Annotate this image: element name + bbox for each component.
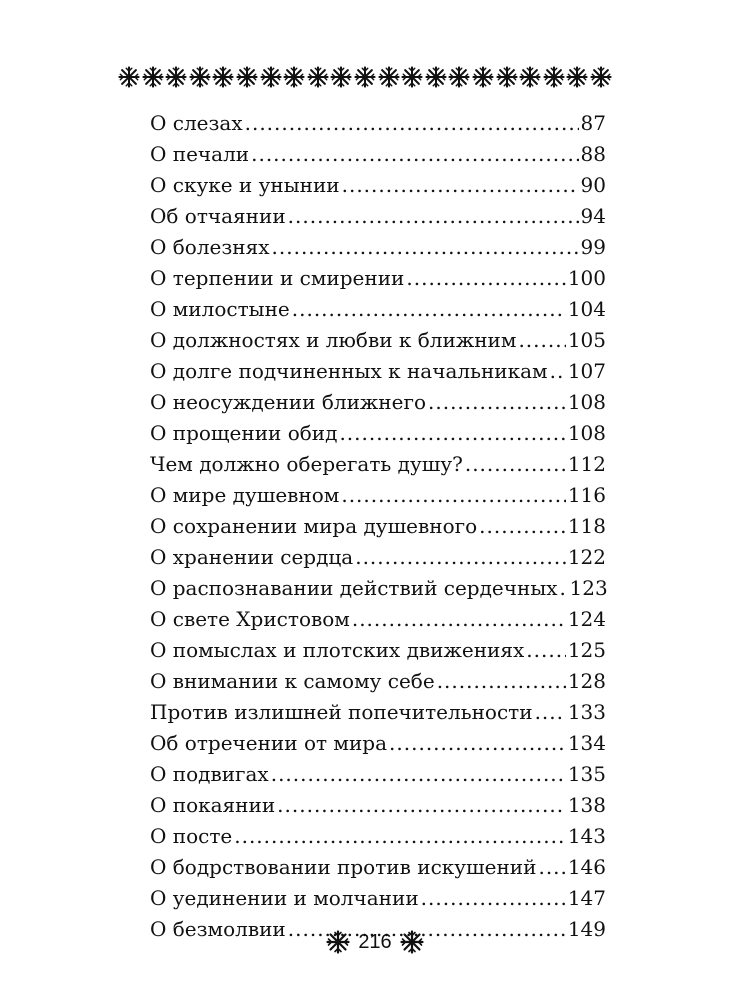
toc-entry-title: О неосуждении ближнего	[150, 390, 426, 414]
toc-leader-dots	[234, 821, 566, 852]
toc-leader-dots	[288, 201, 579, 232]
toc-entry-page: 104	[567, 297, 606, 321]
toc-entry	[150, 480, 606, 511]
toc-entry	[150, 170, 606, 201]
ornament-star-icon	[472, 66, 494, 88]
toc-entry-title: Об отчаянии	[150, 204, 286, 228]
ornament-star-icon	[260, 66, 282, 88]
toc-entry-title: О свете Христовом	[150, 607, 350, 631]
toc-entry-page: 116	[567, 483, 606, 507]
toc-entry-page: 135	[567, 762, 606, 786]
toc-entry-page: 149	[567, 917, 606, 941]
toc-entry-page: 90	[580, 173, 606, 197]
toc-entry-title: О бодрствовании против искушений	[150, 855, 537, 879]
toc-entry-page: 124	[567, 607, 606, 631]
ornament-star-icon	[401, 66, 423, 88]
toc-entry-page: 99	[580, 235, 606, 259]
toc-entry	[150, 821, 606, 852]
toc-leader-dots	[518, 325, 565, 356]
toc-leader-dots	[389, 728, 566, 759]
toc-entry	[150, 325, 606, 356]
toc-entry-page: 88	[580, 142, 606, 166]
toc-entry	[150, 449, 606, 480]
toc-entry	[150, 790, 606, 821]
toc-entry-title: О терпении и смирении	[150, 266, 405, 290]
toc-entry-page: 146	[567, 855, 606, 879]
toc-entry	[150, 232, 606, 263]
toc-leader-dots	[341, 480, 565, 511]
toc-entry-page: 122	[567, 545, 606, 569]
toc-entry-page: 128	[567, 669, 606, 693]
ornament-star-icon	[142, 66, 164, 88]
toc-entry	[150, 666, 606, 697]
toc-entry	[150, 697, 606, 728]
toc-entry	[150, 108, 606, 139]
toc-entry-title: О сохранении мира душевного	[150, 514, 478, 538]
toc-entry-page: 125	[567, 638, 606, 662]
toc-leader-dots	[526, 635, 566, 666]
ornament-star-icon	[189, 66, 211, 88]
toc-entry-page: 107	[567, 359, 606, 383]
ornament-star-icon	[118, 66, 140, 88]
toc-entry-title: Против излишней попечительности	[150, 700, 533, 724]
ornament-star-icon	[354, 66, 376, 88]
toc-leader-dots	[437, 666, 566, 697]
toc-entry-page: 134	[567, 731, 606, 755]
toc-entry-page: 108	[567, 390, 606, 414]
ornament-star-icon	[448, 66, 470, 88]
ornament-star-icon	[330, 66, 352, 88]
toc-entry-page: 100	[567, 266, 606, 290]
toc-entry	[150, 604, 606, 635]
toc-entry-page: 112	[567, 452, 606, 476]
toc-leader-dots	[352, 604, 566, 635]
ornament-star-icon	[519, 66, 541, 88]
table-of-contents	[150, 108, 606, 945]
toc-entry	[150, 635, 606, 666]
toc-entry-title: О милостыне	[150, 297, 290, 321]
toc-leader-dots	[271, 759, 566, 790]
toc-entry	[150, 263, 606, 294]
ornament-star-icon	[590, 66, 612, 88]
toc-entry	[150, 139, 606, 170]
toc-entry-page: 133	[567, 700, 606, 724]
toc-entry-title: О помыслах и плотских движениях	[150, 638, 525, 662]
toc-entry-title: О прощении обид	[150, 421, 338, 445]
toc-entry-title: О посте	[150, 824, 233, 848]
toc-leader-dots	[421, 883, 566, 914]
toc-leader-dots	[538, 852, 565, 883]
toc-leader-dots	[342, 170, 579, 201]
ornament-star-icon	[566, 66, 588, 88]
toc-entry-page: 118	[567, 514, 606, 538]
toc-leader-dots	[292, 294, 566, 325]
toc-leader-dots	[560, 573, 568, 604]
toc-entry	[150, 883, 606, 914]
toc-leader-dots	[245, 108, 579, 139]
toc-entry	[150, 852, 606, 883]
toc-entry-title: О мире душевном	[150, 483, 340, 507]
toc-leader-dots	[277, 790, 566, 821]
toc-leader-dots	[272, 232, 579, 263]
toc-entry-page: 143	[567, 824, 606, 848]
ornament-star-icon	[400, 930, 424, 954]
toc-entry-page: 87	[580, 111, 606, 135]
toc-entry-page: 108	[567, 421, 606, 445]
toc-entry-title: Об отречении от мира	[150, 731, 388, 755]
toc-entry-title: О покаянии	[150, 793, 276, 817]
page-footer	[0, 930, 750, 954]
toc-entry-page: 94	[580, 204, 606, 228]
toc-entry-title: О безмолвии	[150, 917, 286, 941]
toc-entry-title: О болезнях	[150, 235, 270, 259]
toc-entry-title: О подвигах	[150, 762, 269, 786]
toc-entry-title: О долге подчиненных к начальникам	[150, 359, 548, 383]
ornament-star-icon	[165, 66, 187, 88]
toc-entry-title: О уединении и молчании	[150, 886, 419, 910]
ornament-star-icon	[425, 66, 447, 88]
toc-entry	[150, 511, 606, 542]
ornament-star-icon	[326, 930, 350, 954]
toc-entry	[150, 759, 606, 790]
toc-entry	[150, 201, 606, 232]
toc-leader-dots	[339, 418, 565, 449]
toc-entry-page: 147	[567, 886, 606, 910]
toc-entry-title: О должностях и любви к ближним	[150, 328, 517, 352]
toc-entry	[150, 728, 606, 759]
toc-entry	[150, 387, 606, 418]
ornament-star-icon	[236, 66, 258, 88]
toc-entry-title: О скуке и унынии	[150, 173, 340, 197]
ornament-star-icon	[378, 66, 400, 88]
toc-entry-title: О хранении сердца	[150, 545, 354, 569]
toc-entry	[150, 542, 606, 573]
toc-leader-dots	[251, 139, 578, 170]
toc-leader-dots	[535, 697, 566, 728]
ornament-star-icon	[307, 66, 329, 88]
toc-leader-dots	[550, 356, 566, 387]
toc-entry	[150, 573, 606, 604]
toc-entry	[150, 356, 606, 387]
toc-leader-dots	[355, 542, 566, 573]
toc-leader-dots	[406, 263, 565, 294]
ornament-star-icon	[212, 66, 234, 88]
toc-leader-dots	[428, 387, 566, 418]
toc-entry-page: 123	[569, 576, 608, 600]
toc-entry-title: О распознавании действий сердечных	[150, 576, 558, 600]
toc-entry-title: О внимании к самому себе	[150, 669, 435, 693]
toc-leader-dots	[479, 511, 566, 542]
toc-leader-dots	[465, 449, 566, 480]
toc-entry-title: Чем должно оберегать душу?	[150, 452, 463, 476]
top-ornament-border	[118, 62, 612, 92]
toc-entry-title: О слезах	[150, 111, 243, 135]
page-number: 216	[358, 930, 392, 953]
ornament-star-icon	[543, 66, 565, 88]
ornament-star-icon	[496, 66, 518, 88]
toc-entry-page: 105	[567, 328, 606, 352]
toc-entry-page: 138	[567, 793, 606, 817]
ornament-star-icon	[283, 66, 305, 88]
toc-entry	[150, 294, 606, 325]
toc-entry	[150, 418, 606, 449]
toc-entry-title: О печали	[150, 142, 250, 166]
